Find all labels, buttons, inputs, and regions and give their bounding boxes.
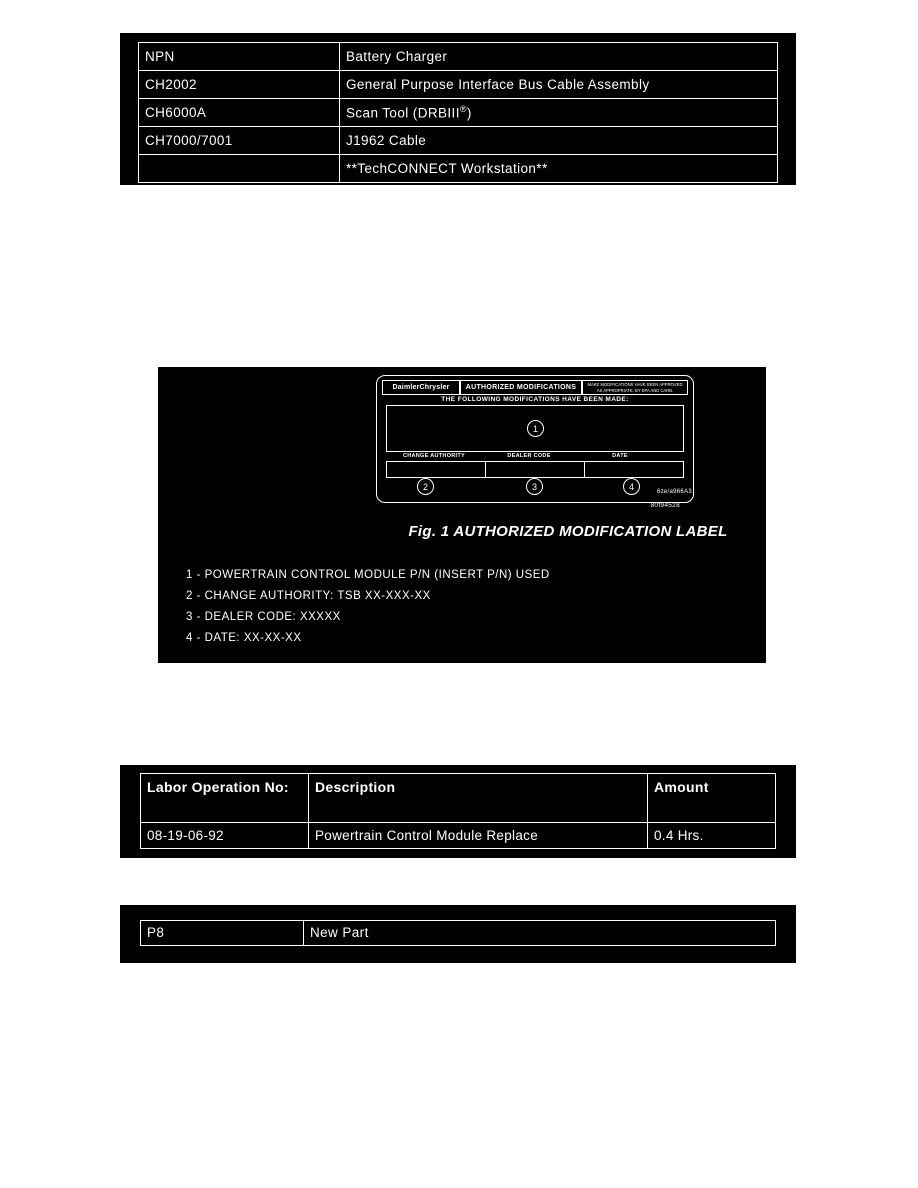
legend-item: 2 - CHANGE AUTHORITY: TSB XX-XXX-XX <box>186 590 431 602</box>
label-title: AUTHORIZED MODIFICATIONS <box>460 380 582 395</box>
authorized-modification-label-artwork <box>376 375 696 509</box>
labor-operation-panel <box>120 765 796 858</box>
callout-3: 3 <box>526 478 543 495</box>
field-change-authority <box>387 462 486 477</box>
part-table <box>140 920 776 946</box>
callout-2: 2 <box>417 478 434 495</box>
table-row <box>139 71 778 99</box>
labor-operation-number: 08-19-06-92 <box>141 823 309 849</box>
figure-caption: Fig. 1 AUTHORIZED MODIFICATION LABEL <box>408 523 728 540</box>
table-row <box>139 43 778 71</box>
field-label-date: DATE <box>612 453 628 459</box>
special-tools-table <box>138 42 778 183</box>
tool-code: CH2002 <box>139 71 340 99</box>
labor-amount: 0.4 Hrs. <box>648 823 776 849</box>
part-code: P8 <box>141 921 304 946</box>
brand-text: DaimlerChrysler <box>382 380 460 395</box>
legend-item: 3 - DEALER CODE: XXXXX <box>186 611 341 623</box>
column-header-amount: Amount <box>648 774 776 823</box>
figure-panel <box>158 367 766 663</box>
tool-code <box>139 155 340 183</box>
column-header-operation: Labor Operation No: <box>141 774 309 823</box>
label-notice: MAKE MODIFICATIONS HAVE BEEN APPROVED AS APPROPRIATE, BY EPA AND CARB. <box>582 380 688 395</box>
tool-code: NPN <box>139 43 340 71</box>
field-label-change-authority: CHANGE AUTHORITY <box>402 453 466 459</box>
special-tools-panel <box>120 33 796 185</box>
label-footer-fields <box>386 461 684 478</box>
label-header-row <box>382 380 688 395</box>
table-row <box>139 99 778 127</box>
table-row <box>139 155 778 183</box>
registered-mark: ® <box>459 103 467 114</box>
labor-description: Powertrain Control Module Replace <box>309 823 648 849</box>
tool-description: J1962 Cable <box>340 127 778 155</box>
table-row <box>141 823 776 849</box>
tool-description <box>340 99 778 127</box>
legend-item: 1 - POWERTRAIN CONTROL MODULE P/N (INSERT P/N) USED <box>186 569 550 581</box>
table-header-row <box>141 774 776 823</box>
tool-description: General Purpose Interface Bus Cable Assembly <box>340 71 778 99</box>
part-description: New Part <box>304 921 776 946</box>
field-dealer-code <box>486 462 585 477</box>
tool-description-tail: ) <box>466 105 472 121</box>
column-header-description: Description <box>309 774 648 823</box>
table-row <box>139 127 778 155</box>
tool-description-text: Scan Tool (DRBIII <box>346 105 460 121</box>
tool-description: **TechCONNECT Workstation** <box>340 155 778 183</box>
field-label-dealer-code: DEALER CODE <box>507 453 551 459</box>
field-date <box>585 462 683 477</box>
tool-code: CH7000/7001 <box>139 127 340 155</box>
artwork-number: 80f94528 <box>650 502 680 509</box>
label-subtitle: THE FOLLOWING MODIFICATIONS HAVE BEEN MADE: <box>441 396 629 403</box>
legend-item: 4 - DATE: XX-XX-XX <box>186 632 302 644</box>
artwork-code: 6ze/a966A3 <box>656 489 692 495</box>
callout-1: 1 <box>527 420 544 437</box>
table-row <box>141 921 776 946</box>
tool-description: Battery Charger <box>340 43 778 71</box>
figure-legend <box>186 565 550 649</box>
labor-operation-table <box>140 773 776 849</box>
part-panel <box>120 905 796 963</box>
tool-code: CH6000A <box>139 99 340 127</box>
callout-4: 4 <box>623 478 640 495</box>
